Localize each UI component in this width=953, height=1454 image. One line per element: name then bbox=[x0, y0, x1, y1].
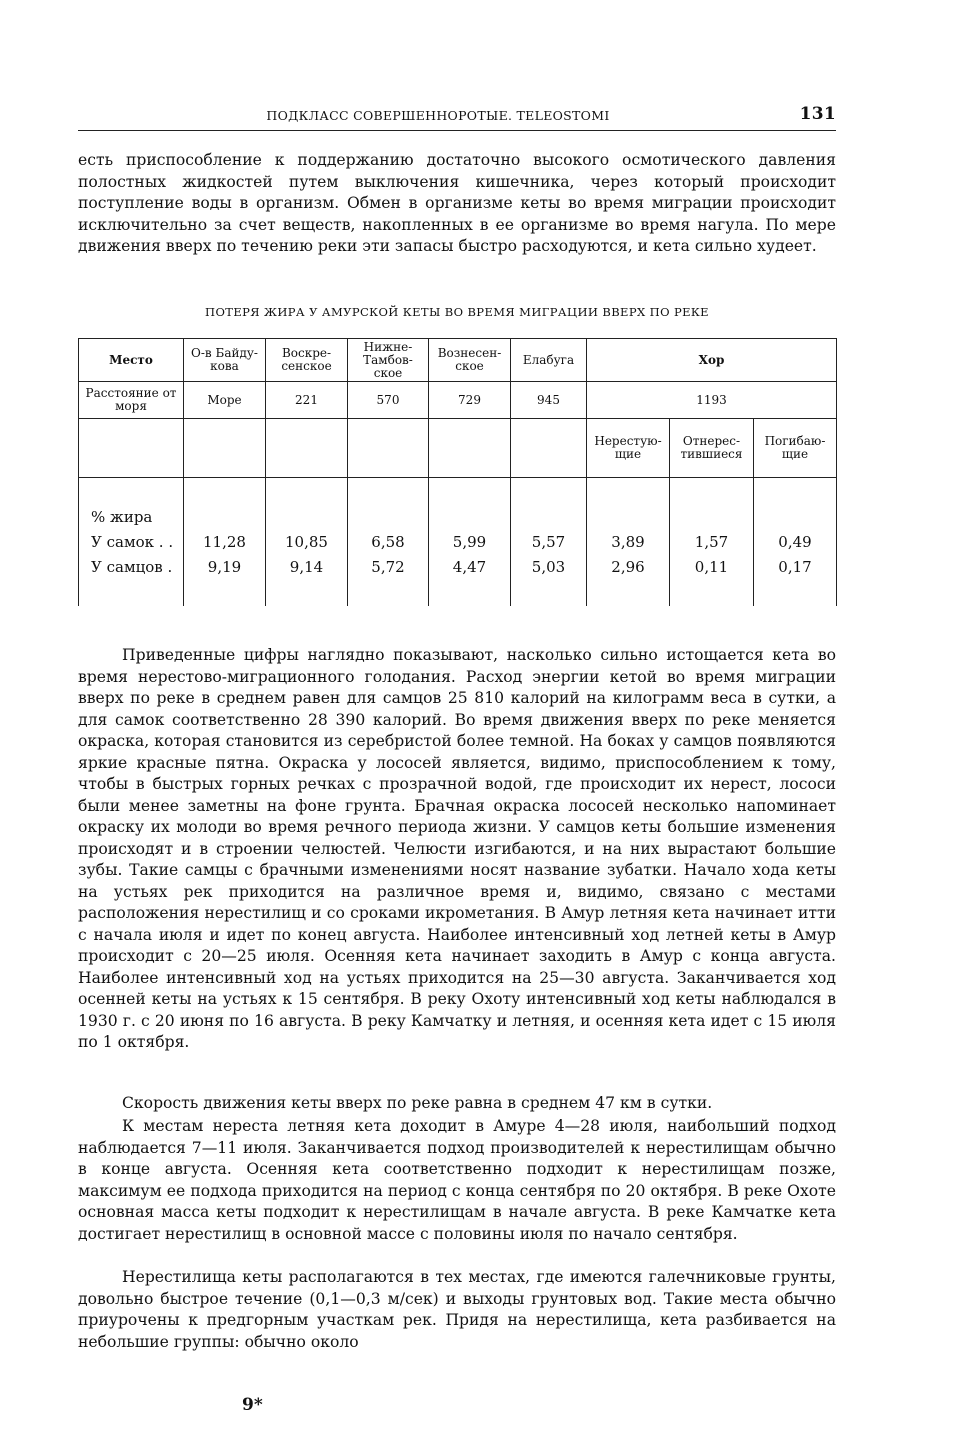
fat-data-row bbox=[79, 478, 837, 607]
paragraph-osmotic: есть приспособление к поддержанию достаточно высокого осмотического давления полостных жидкостей путем выключения кишечника, через который происходит поступление воды в организм. Обмен в организме кеты во время миграции происходит исключительно за счет веществ, накопленных в ее организме во время нагула. По мере движения вверх по течению реки эти запасы быстро расходуются, и кета сильно худеет. bbox=[78, 151, 836, 255]
males-value: 0,17 bbox=[778, 557, 812, 576]
fat-loss-table bbox=[78, 338, 837, 606]
females-value: 3,89 bbox=[611, 532, 645, 551]
fat-cell bbox=[348, 478, 429, 607]
place-name: Елабуга bbox=[511, 339, 587, 382]
males-value: 5,03 bbox=[531, 557, 566, 576]
table-header-row bbox=[79, 339, 837, 382]
distance-value: 945 bbox=[511, 382, 587, 419]
males-value: 0,11 bbox=[694, 557, 729, 576]
fat-cell bbox=[184, 478, 266, 607]
fat-cell bbox=[670, 478, 754, 607]
printer-signature-mark: 9* bbox=[242, 1395, 263, 1415]
fat-cell bbox=[511, 478, 587, 607]
hor-header: Хор bbox=[587, 339, 837, 382]
females-value: 0,49 bbox=[778, 532, 812, 551]
fat-cell bbox=[587, 478, 670, 607]
page-number: 131 bbox=[799, 104, 836, 124]
table-title: ПОТЕРЯ ЖИРА У АМУРСКОЙ КЕТЫ ВО ВРЕМЯ МИГРАЦИИ ВВЕРХ ПО РЕКЕ bbox=[205, 305, 709, 319]
place-name: Воскре-сенское bbox=[266, 339, 348, 382]
males-value: 2,96 bbox=[611, 557, 645, 576]
place-name: Нижне-Тамбов-ское bbox=[348, 339, 429, 382]
fat-cell bbox=[754, 478, 837, 607]
females-value: 1,57 bbox=[694, 532, 729, 551]
distance-value: 221 bbox=[266, 382, 348, 419]
paragraph-spawning-grounds: Нерестилища кеты располагаются в тех местах, где имеются галечниковые грунты, довольно быстрое течение (0,1—0,3 м/сек) и выходы грунтовых вод. Такие места обычно приурочены к предгорным участкам рек. Придя на нерестилища, кета разбивается на небольшие группы: обычно около bbox=[78, 1268, 836, 1351]
running-header bbox=[78, 104, 836, 131]
distance-value: 570 bbox=[348, 382, 429, 419]
paragraph-exhaustion: Приведенные цифры наглядно показывают, насколько сильно истощается кета во время нерестово-миграционного голодания. Расход энергии кетой во время миграции вверх по реке в среднем равен для самцов 25 810 калорий на килограмм веса в сутки, а для самок соответственно 28 390 калорий. Во время движения вверх по реке меняется окраска, которая становится из серебристой более темной. На боках у самцов появляются яркие красные пятна. Окраска у лососей является, видимо, приспособлением к тому, чтобы в быстрых горных речках с прозрачной водой, где происходит их нерест, лососи были менее заметны на фоне грунта. Брачная окраска лососей несколько напоминает окраску их молоди во время речного периода жизни. У самцов кеты большие изменения происходят и в строении челюстей. Челюсти изгибаются, и на них вырастают большие зубы. Такие самцы с брачными изменениями носят название зубатки. Начало хода кеты на устьях рек приходится на различное время и, видимо, связано с местами расположения нерестилищ и со сроками икрометания. В Амур летняя кета начинает итти с начала июля и идет по конец августа. Наиболее интенсивный ход летней кеты в Амур происходит с 20—25 июля. Осенняя кета начинает заходить в Амур с конца августа. Наиболее интенсивный ход на устьях приходится на 25—30 августа. Заканчивается ход осенней кеты на устьях к 15 сентября. В реку Охоту интенсивный ход кеты наблюдался в 1930 г. с 20 июня по 16 августа. В реку Камчатку и летняя, и осенняя кета идет с 15 июля по 1 октября. bbox=[78, 646, 836, 1051]
males-value: 5,72 bbox=[371, 557, 405, 576]
distance-label: Расстояние от моря bbox=[79, 382, 184, 419]
paragraph-arrival: К местам нереста летняя кета доходит в Амуре 4—28 июля, наибольший подход наблюдается 7—11 июля. Заканчивается подход производителей к нерестилищам обычно в конце августа. Осенняя кета соответственно подходит к нерестилищам позже, максимум ее подхода приходится на период с конца сентября по 20 октября. В реке Охоте основная масса кеты подходит к нерестилищам в начале августа. В реке Камчатке кета достигает нерестилищ в основной массе с половины июля по начало сентября. bbox=[78, 1117, 836, 1243]
place-name: О-в Байду-кова bbox=[184, 339, 266, 382]
distance-value: 729 bbox=[429, 382, 511, 419]
females-value: 10,85 bbox=[285, 532, 328, 551]
header-title: ПОДКЛАСС СОВЕРШЕННОРОТЫЕ. TELEOSTOMI bbox=[266, 108, 610, 123]
females-value: 6,58 bbox=[371, 532, 405, 551]
fat-cell bbox=[266, 478, 348, 607]
males-value: 9,19 bbox=[207, 557, 242, 576]
fat-cell bbox=[429, 478, 511, 607]
row-labels bbox=[79, 478, 184, 607]
hor-subheader: Нерестую-щие bbox=[587, 419, 670, 478]
hor-subheader-row bbox=[79, 419, 837, 478]
males-value: 4,47 bbox=[452, 557, 487, 576]
females-label: У самок . . bbox=[91, 532, 174, 551]
males-value: 9,14 bbox=[289, 557, 324, 576]
place-header: Место bbox=[79, 339, 184, 382]
females-value: 5,99 bbox=[452, 532, 487, 551]
hor-subheader: Погибаю-щие bbox=[754, 419, 837, 478]
hor-distance: 1193 bbox=[587, 382, 837, 419]
females-value: 11,28 bbox=[203, 532, 246, 551]
females-value: 5,57 bbox=[531, 532, 566, 551]
males-label: У самцов . bbox=[91, 557, 173, 576]
fat-percent-label: % жира bbox=[91, 507, 153, 526]
distance-row bbox=[79, 382, 837, 419]
place-name: Вознесен-ское bbox=[429, 339, 511, 382]
distance-value: Море bbox=[184, 382, 266, 419]
paragraph-speed: Скорость движения кеты вверх по реке равна в среднем 47 км в сутки. bbox=[122, 1094, 713, 1112]
hor-subheader: Отнерес-тившиеся bbox=[670, 419, 754, 478]
